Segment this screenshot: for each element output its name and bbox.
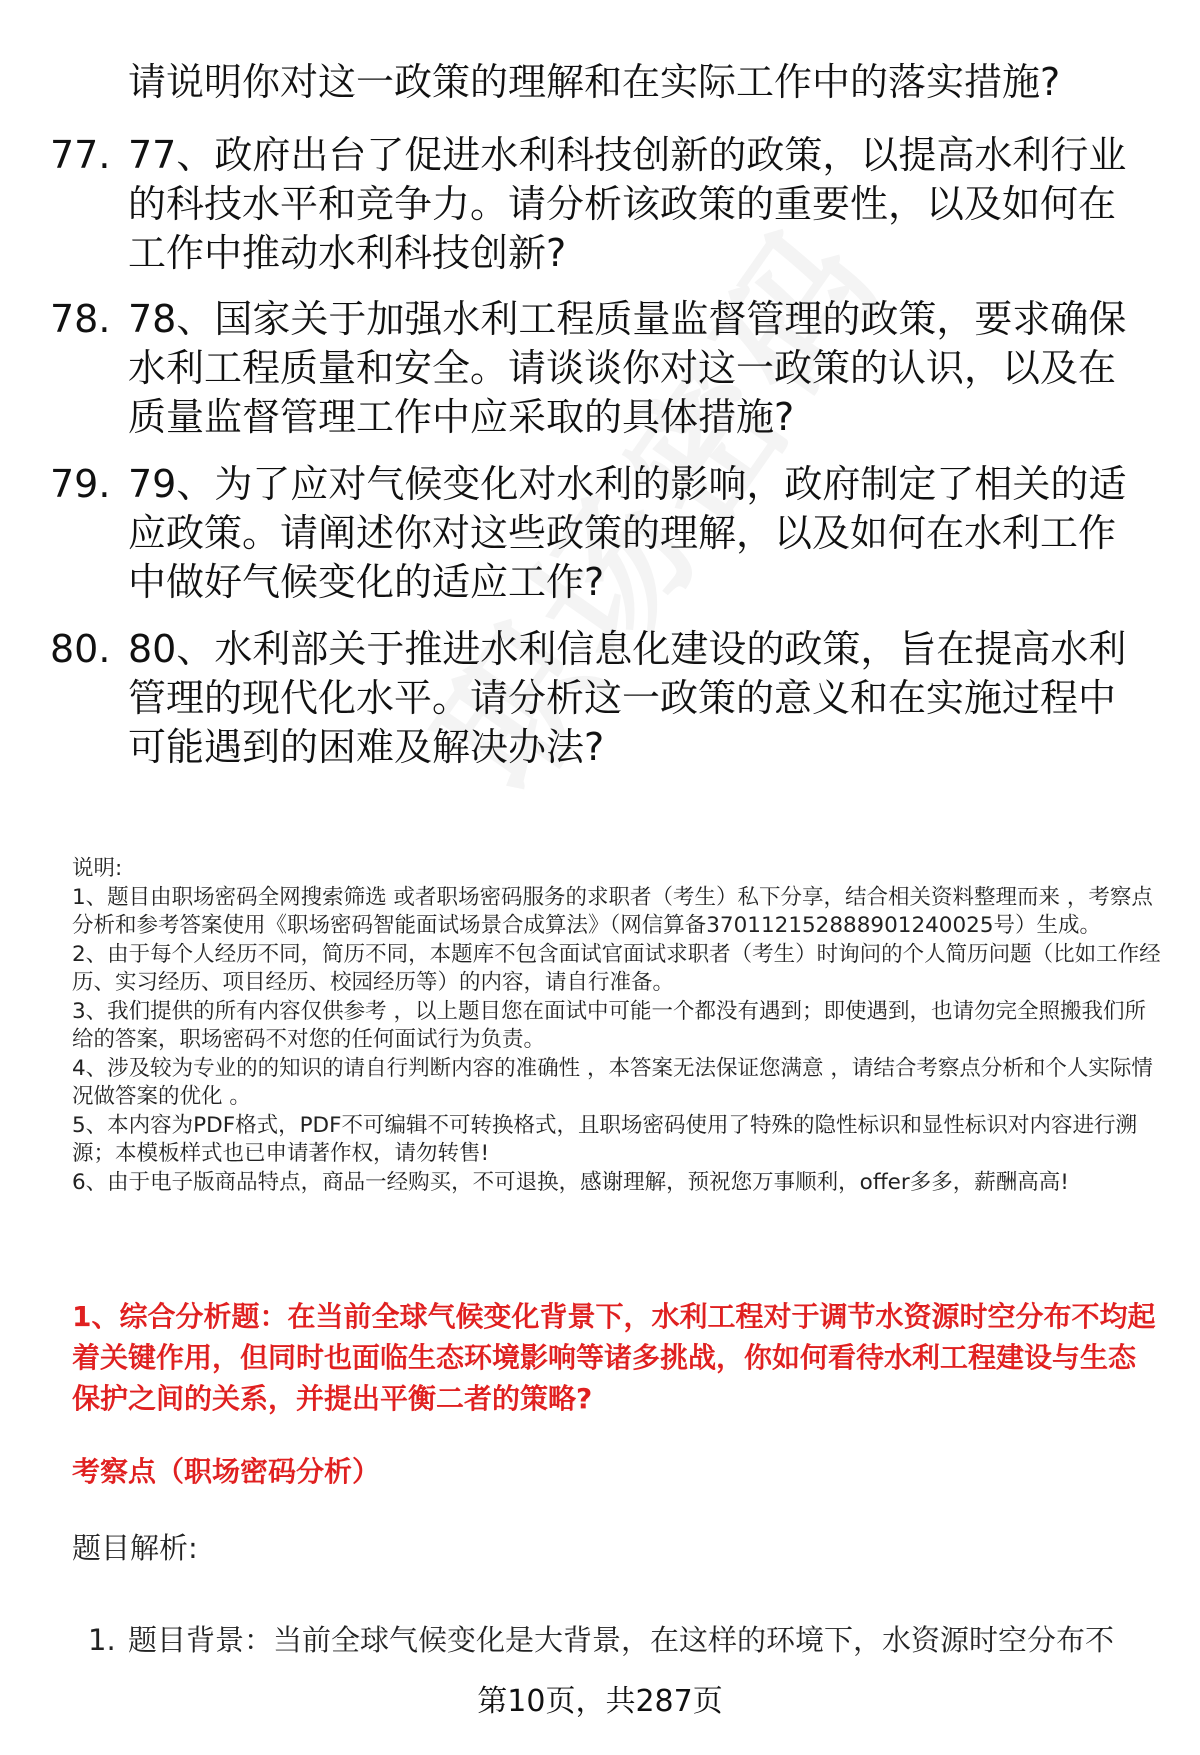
question-text: 78、国家关于加强水利工程质量监督管理的政策，要求确保水利工程质量和安全。请谈谈你对这一政策的认识，以及在质量监督管理工作中应采取的具体措施? xyxy=(128,297,1127,439)
note-item-5: 5、本内容为PDF格式，PDF不可编辑不可转换格式，且职场密码使用了特殊的隐性标识和显性标识对内容进行溯源；本模板样式也已申请著作权，请勿转售! xyxy=(72,1112,1137,1166)
question-number: 77. xyxy=(50,133,111,177)
note-item-4: 4、涉及较为专业的的知识的请自行判断内容的准确性 ，本答案无法保证您满意 ，请结合考察点分析和个人实际情况做答案的优化 。 xyxy=(72,1055,1153,1109)
question-analysis-label: 题目解析: xyxy=(72,1531,198,1565)
page-footer: 第10页，共287页 xyxy=(477,1684,723,1719)
notes-section xyxy=(72,855,1162,1197)
notes-title: 说明: xyxy=(72,856,123,881)
list-number: 1. xyxy=(88,1623,116,1657)
note-item-3: 3、我们提供的所有内容仅供参考 ，以上题目您在面试中可能一个都没有遇到；即使遇到，也请勿完全照搬我们所给的答案，职场密码不对您的任何面试行为负责。 xyxy=(72,998,1147,1052)
comprehensive-question: 1、综合分析题：在当前全球气候变化背景下，水利工程对于调节水资源时空分布不均起着关键作用，但同时也面临生态环境影响等诸多挑战，你如何看待水利工程建设与生态保护之间的关系，并提出平衡二者的策略? xyxy=(72,1300,1156,1415)
analysis-heading: 考察点（职场密码分析） xyxy=(72,1455,381,1488)
note-item-1: 1、题目由职场密码全网搜索筛选 或者职场密码服务的求职者（考生）私下分享，结合相关资料整理而来 ，考察点分析和参考答案使用《职场密码智能面试场景合成算法》（网信算备370112152888901240025号）生成。 xyxy=(72,884,1153,938)
question-text: 79、为了应对气候变化对水利的影响，政府制定了相关的适应政策。请阐述你对这些政策的理解，以及如何在水利工作中做好气候变化的适应工作? xyxy=(128,462,1127,604)
continuation-text: 请说明你对这一政策的理解和在实际工作中的落实措施? xyxy=(128,60,1061,104)
question-text: 77、政府出台了促进水利科技创新的政策，以提高水利行业的科技水平和竞争力。请分析该政策的重要性，以及如何在工作中推动水利科技创新? xyxy=(128,133,1127,275)
question-number: 79. xyxy=(50,462,111,506)
question-text: 80、水利部关于推进水利信息化建设的政策，旨在提高水利管理的现代化水平。请分析这一政策的意义和在实施过程中可能遇到的困难及解决办法? xyxy=(128,627,1127,769)
note-item-2: 2、由于每个人经历不同，简历不同，本题库不包含面试官面试求职者（考生）时询问的个人简历问题（比如工作经历、实习经历、项目经历、校园经历等）的内容，请自行准备。 xyxy=(72,941,1161,995)
list-text: 题目背景：当前全球气候变化是大背景，在这样的环境下，水资源时空分布不 xyxy=(128,1623,1115,1657)
question-number: 78. xyxy=(50,297,111,341)
note-item-6: 6、由于电子版商品特点，商品一经购买，不可退换，感谢理解，预祝您万事顺利，offer多多，薪酬高高! xyxy=(72,1169,1069,1195)
question-number: 80. xyxy=(50,627,111,671)
